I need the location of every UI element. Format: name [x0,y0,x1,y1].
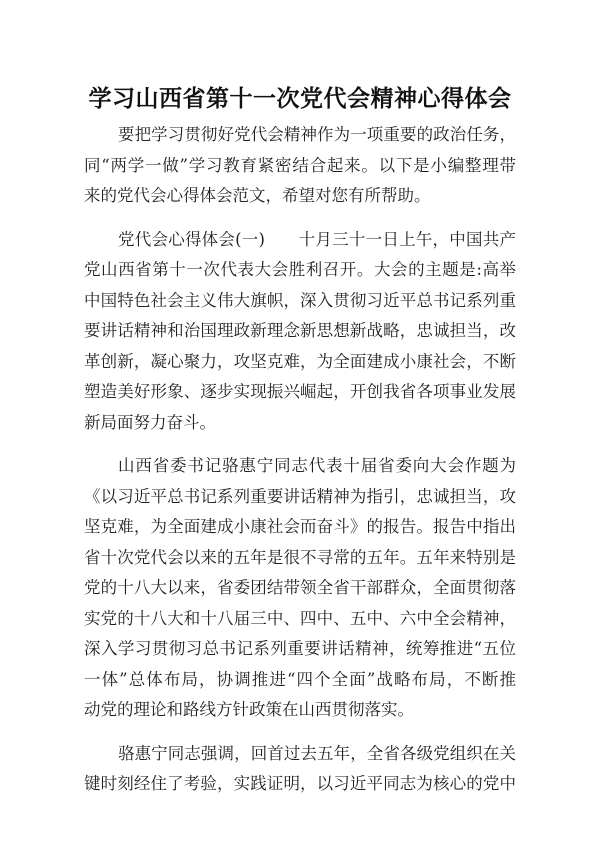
text-line: 山西省委书记骆惠宁同志代表十届省委向大会作题为 [118,456,516,475]
text-line: 中国特色社会主义伟大旗帜，深入贯彻习近平总书记系列重 [84,290,516,310]
text-line: 骆惠宁同志强调，回首过去五年，全省各级党组织在关 [118,743,516,763]
text-line: 党山西省第十一次代表大会胜利召开。大会的主题是:高举 [84,260,516,279]
text-line: 塑造美好形象、逐步实现振兴崛起，开创我省各项事业发展 [84,382,516,401]
text-line: 党代会心得体会(一) 十月三十一日上午，中国共产 [118,229,516,249]
text-line: 动党的理论和路线方针政策在山西贯彻落实。 [84,700,414,719]
paragraph-intro [84,120,516,212]
paragraph-review [84,739,516,800]
text-line: 新局面努力奋斗。 [84,412,216,432]
document-body [84,120,516,813]
text-line: 要讲话精神和治国理政新理念新思想新战略，忠诚担当，改 [84,321,516,340]
text-line: 来的党代会心得体会范文，希望对您有所帮助。 [84,186,431,205]
text-line: 省十次党代会以来的五年是很不寻常的五年。五年来特别是 [84,547,516,567]
document-title: 学习山西省第十一次党代会精神心得体会 [88,86,512,112]
text-line: 坚克难，为全面建成小康社会而奋斗》的报告。报告中指出 [84,517,516,536]
text-line: 要把学习贯彻好党代会精神作为一项重要的政治任务， [118,125,516,144]
text-line: 党的十八大以来，省委团结带领全省干部群众，全面贯彻落 [84,578,516,597]
paragraph-report [84,451,516,726]
paragraph-essay-one [84,225,516,439]
text-line: 键时刻经住了考验，实践证明，以习近平同志为核心的党中 [84,774,516,793]
text-line: 深入学习贯彻习总书记系列重要讲话精神，统筹推进“五位 [84,639,516,658]
text-line: 《以习近平总书记系列重要讲话精神为指引，忠诚担当，攻 [84,486,516,506]
text-line: 实党的十八大和十八届三中、四中、五中、六中全会精神， [84,608,516,628]
text-line: 同“两学一做”学习教育紧密结合起来。以下是小编整理带 [84,155,516,175]
text-line: 革创新，凝心聚力，攻坚克难，为全面建成小康社会，不断 [84,351,516,371]
text-line: 一体”总体布局，协调推进“四个全面”战略布局，不断推 [84,669,516,689]
